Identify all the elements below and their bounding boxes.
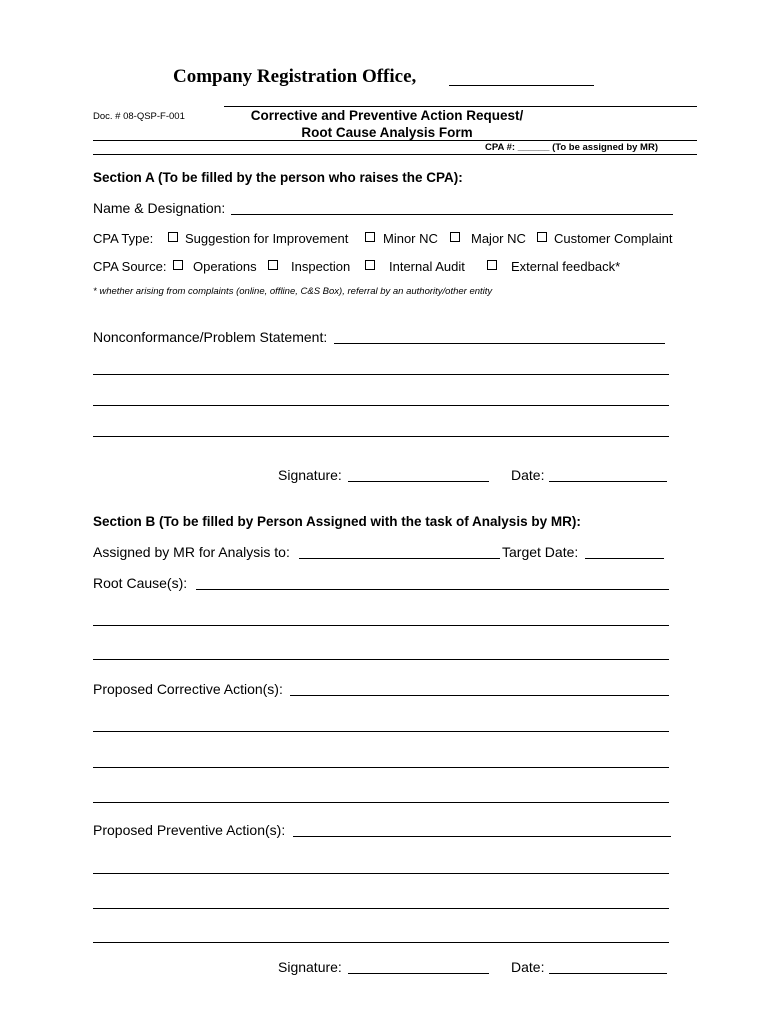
- header-middle-rule: [93, 140, 697, 141]
- cpa-number: CPA #: ______ (To be assigned by MR): [485, 142, 658, 153]
- cpa-type-minor-nc-checkbox[interactable]: [365, 232, 375, 242]
- name-designation-label: Name & Designation:: [93, 200, 226, 216]
- cpa-type-major-nc-checkbox[interactable]: [450, 232, 460, 242]
- header-bottom-rule: [93, 154, 697, 155]
- corrective-action-line-3[interactable]: [93, 767, 669, 768]
- section-a-signature-field[interactable]: [348, 481, 489, 482]
- problem-statement-line-3[interactable]: [93, 405, 669, 406]
- root-cause-line-2[interactable]: [93, 625, 669, 626]
- section-b-heading: Section B (To be filled by Person Assigned with the task of Analysis by MR):: [93, 514, 581, 529]
- assigned-to-label: Assigned by MR for Analysis to:: [93, 544, 290, 560]
- corrective-action-line-4[interactable]: [93, 802, 669, 803]
- problem-statement-line-4[interactable]: [93, 436, 669, 437]
- cpa-type-label: CPA Type:: [93, 231, 154, 246]
- preventive-action-line-2[interactable]: [93, 873, 669, 874]
- cpa-type-major-nc-label: Major NC: [471, 231, 526, 246]
- target-date-label: Target Date:: [502, 544, 579, 560]
- section-b-signature-label: Signature:: [278, 959, 342, 975]
- form-title-line-1: Corrective and Preventive Action Request/: [250, 108, 524, 123]
- cpa-type-customer-complaint-checkbox[interactable]: [537, 232, 547, 242]
- preventive-action-field[interactable]: [293, 836, 671, 837]
- cpa-type-minor-nc-label: Minor NC: [383, 231, 438, 246]
- cpa-source-footnote: * whether arising from complaints (online, offline, C&S Box), referral by an authority/other entity: [93, 286, 493, 297]
- cpa-source-external-feedback-checkbox[interactable]: [487, 260, 497, 270]
- section-b-date-label: Date:: [511, 959, 545, 975]
- header-top-rule: [224, 106, 697, 107]
- corrective-action-line-2[interactable]: [93, 731, 669, 732]
- name-designation-field[interactable]: [231, 214, 673, 215]
- section-b-signature-field[interactable]: [348, 973, 489, 974]
- preventive-action-line-4[interactable]: [93, 942, 669, 943]
- problem-statement-line-2[interactable]: [93, 374, 669, 375]
- root-cause-field[interactable]: [196, 589, 669, 590]
- section-a-date-label: Date:: [511, 467, 545, 483]
- corrective-action-label: Proposed Corrective Action(s):: [93, 681, 283, 697]
- preventive-action-line-3[interactable]: [93, 908, 669, 909]
- problem-statement-field[interactable]: [334, 343, 665, 344]
- section-a-signature-label: Signature:: [278, 467, 342, 483]
- section-b-date-field[interactable]: [549, 973, 667, 974]
- root-cause-line-3[interactable]: [93, 659, 669, 660]
- office-title: Company Registration Office,: [173, 66, 417, 87]
- section-a-heading: Section A (To be filled by the person who raises the CPA):: [93, 170, 463, 185]
- cpa-type-suggestion-label: Suggestion for Improvement: [185, 231, 349, 246]
- cpa-type-suggestion-checkbox[interactable]: [168, 232, 178, 242]
- assigned-to-field[interactable]: [299, 558, 500, 559]
- section-a-date-field[interactable]: [549, 481, 667, 482]
- office-name-blank[interactable]: [449, 85, 594, 86]
- cpa-source-external-feedback-label: External feedback*: [511, 259, 621, 274]
- cpa-type-customer-complaint-label: Customer Complaint: [554, 231, 673, 246]
- target-date-field[interactable]: [585, 558, 664, 559]
- form-title-line-2: Root Cause Analysis Form: [301, 125, 473, 140]
- cpa-source-operations-checkbox[interactable]: [173, 260, 183, 270]
- cpa-source-internal-audit-label: Internal Audit: [389, 259, 465, 274]
- document-number: Doc. # 08-QSP-F-001: [93, 111, 185, 122]
- cpa-source-internal-audit-checkbox[interactable]: [365, 260, 375, 270]
- preventive-action-label: Proposed Preventive Action(s):: [93, 822, 286, 838]
- problem-statement-label: Nonconformance/Problem Statement:: [93, 329, 328, 345]
- corrective-action-field[interactable]: [290, 695, 669, 696]
- root-cause-label: Root Cause(s):: [93, 575, 188, 591]
- cpa-source-label: CPA Source:: [93, 259, 167, 274]
- cpa-source-inspection-checkbox[interactable]: [268, 260, 278, 270]
- cpa-source-inspection-label: Inspection: [291, 259, 351, 274]
- cpa-source-operations-label: Operations: [193, 259, 257, 274]
